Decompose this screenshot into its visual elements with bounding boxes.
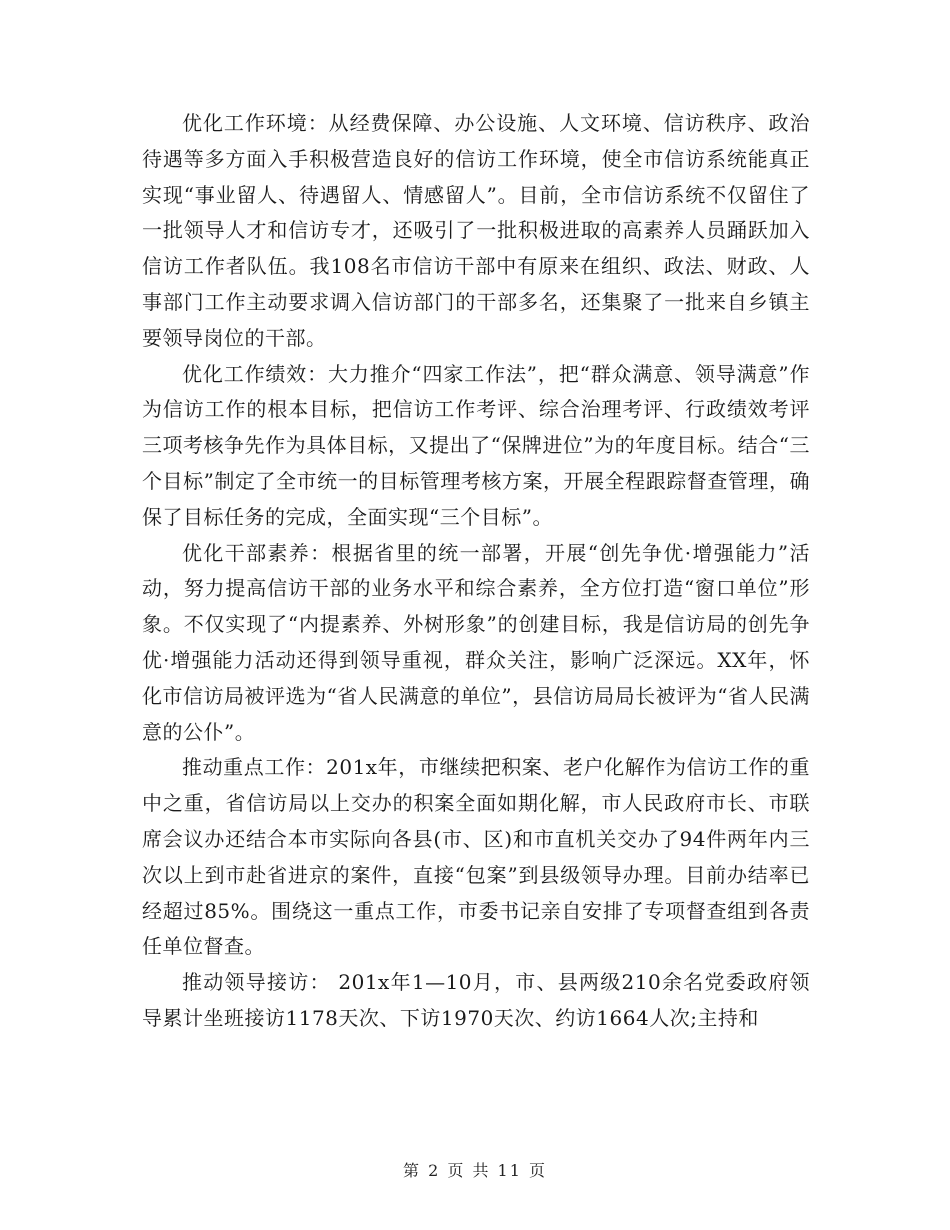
document-body xyxy=(142,106,810,1037)
paragraph-leader-reception: 推动领导接访： 201x年1—10月，市、县两级210余名党委政府领导累计坐班接访1178天次、下访1970天次、约访1664人次;主持和 xyxy=(142,970,810,1030)
page-number-footer: 第 2 页 共 11 页 xyxy=(403,1161,547,1180)
paragraph-work-environment: 优化工作环境：从经费保障、办公设施、人文环境、信访秩序、政治待遇等多方面入手积极营造良好的信访工作环境，使全市信访系统能真正实现“事业留人、待遇留人、情感留人”。目前，全市信访系统不仅留住了一批领导人才和信访专才，还吸引了一批积极进取的高素养人员踊跃加入信访工作者队伍。我108名市信访干部中有原来在组织、政法、财政、人事部门工作主动要求调入信访部门的干部多名，还集聚了一批来自乡镇主要领导岗位的干部。 xyxy=(142,111,810,350)
paragraph-work-performance: 优化工作绩效：大力推介“四家工作法”，把“群众满意、领导满意”作为信访工作的根本目标，把信访工作考评、综合治理考评、行政绩效考评三项考核争先作为具体目标，又提出了“保牌进位”为的年度目标。结合“三个目标”制定了全市统一的目标管理考核方案，开展全程跟踪督查管理，确保了目标任务的完成，全面实现“三个目标”。 xyxy=(142,361,810,529)
paragraph-cadre-quality: 优化干部素养：根据省里的统一部署，开展“创先争优·增强能力”活动，努力提高信访干部的业务水平和综合素养，全方位打造“窗口单位”形象。不仅实现了“内提素养、外树形象”的创建目标，我是信访局的创先争优·增强能力活动还得到领导重视，群众关注，影响广泛深远。XX年，怀化市信访局被评选为“省人民满意的单位”，县信访局局长被评为“省人民满意的公仆”。 xyxy=(142,540,810,744)
paragraph-key-work: 推动重点工作：201x年，市继续把积案、老户化解作为信访工作的重中之重，省信访局以上交办的积案全面如期化解，市人民政府市长、市联席会议办还结合本市实际向各县(市、区)和市直机关交办了94件两年内三次以上到市赴省进京的案件，直接“包案”到县级领导办理。目前办结率已经超过85%。围绕这一重点工作，市委书记亲自安排了专项督查组到各责任单位督查。 xyxy=(142,755,810,959)
